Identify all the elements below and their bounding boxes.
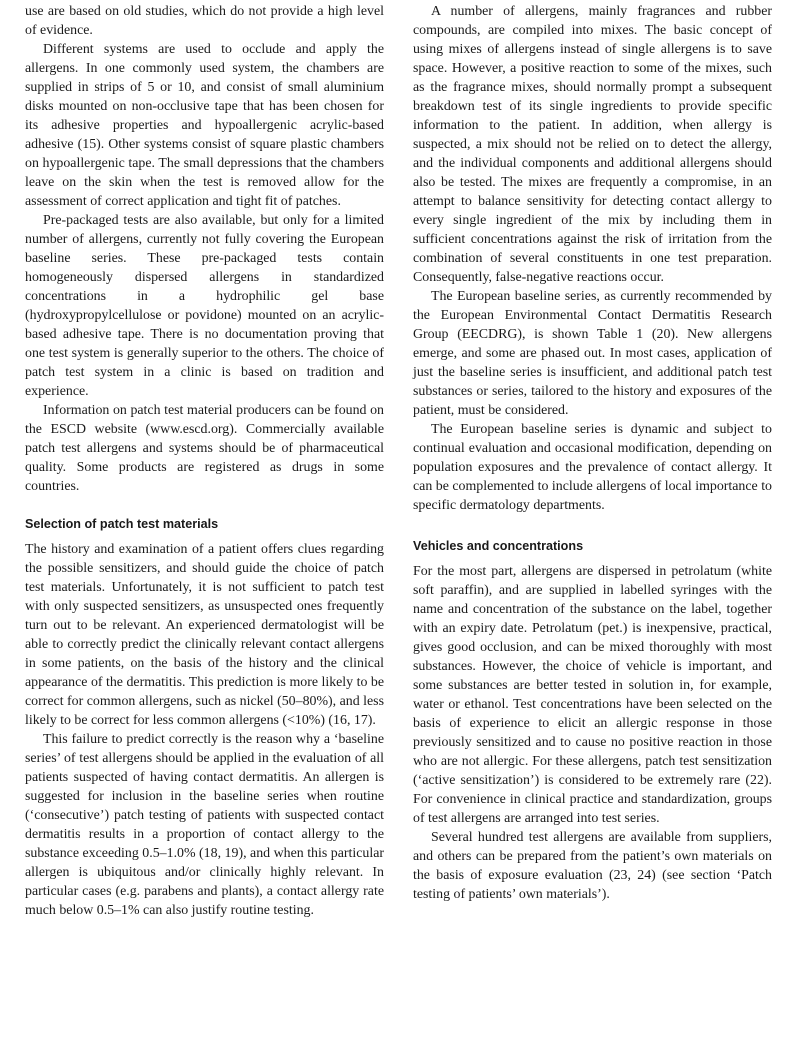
left-column xyxy=(25,2,384,920)
paragraph-producers-info: Information on patch test material producers can be found on the ESCD website (www.escd.org). Commercially available patch test allergens and systems should be of pharmaceutical quality. Some products are registered as drugs in some countries. xyxy=(25,403,384,494)
paragraph-continued: use are based on old studies, which do not provide a high level of evidence. xyxy=(25,4,384,38)
paragraph-pre-packaged-tests: Pre-packaged tests are also available, but only for a limited number of allergens, currently not fully covering the European baseline series. These pre-packaged tests contain homogeneously dispersed allergens in standardized concentrations in a hydrophilic gel base (hydroxypropylcellulose or povidone) mounted on an acrylic-based adhesive tape. There is no documentation proving that one test system is generally superior to the others. The choice of patch test system in a clinic is based on tradition and experience. xyxy=(25,213,384,399)
paragraph-petrolatum: For the most part, allergens are dispersed in petrolatum (white soft paraffin), and are supplied in labelled syringes with the name and concentration of the substance on the label, together with an expiry date. Petrolatum (pet.) is inexpensive, practical, gives good occlusion, and can be mixed thoroughly with most substances. However, the choice of vehicle is important, and some substances are better tested in solution in, for example, water or ethanol. Test concentrations have been selected on the basis of experience to elicit an allergic response in those previously sensitized and to cause no positive reaction in those who are not allergic. For these allergens, patch test sensitization (‘active sensitization’) is considered to be extremely rare (22). For convenience in clinical practice and standardization, groups of test allergens are arranged into test series. xyxy=(413,564,772,826)
article-page xyxy=(25,2,773,1022)
paragraph-allergen-mixes: A number of allergens, mainly fragrances and rubber compounds, are compiled into mixes. The basic concept of using mixes of allergens instead of single allergens is to save space. However, a positive reaction to some of the mixes, such as the fragrance mixes, should normally prompt a subsequent breakdown test of its single ingredients to provide specific information to the patient. In addition, when allergy is suspected, a mix should not be relied on to detect the allergy, and the individual components and additional allergens should also be tested. The mixes are frequently a compromise, in an attempt to balance sensitivity for detecting contact allergy to every single ingredient of the mix by including them in sufficient concentrations against the risk of irritation from the combination of several constituents in one test preparation. Consequently, false-negative reactions occur. xyxy=(413,4,772,285)
paragraph-baseline-dynamic: The European baseline series is dynamic and subject to continual evaluation and occasional modification, depending on population exposures and the prevalence of contact allergy. It can be complemented to include allergens of local importance to specific dermatology departments. xyxy=(413,422,772,513)
section-heading-selection: Selection of patch test materials xyxy=(25,517,219,531)
paragraph-baseline-series: This failure to predict correctly is the reason why a ‘baseline series’ of test allergens should be applied in the evaluation of all patients suspected of having contact dermatitis. An allergen is suggested for inclusion in the baseline series when routine (‘consecutive’) patch testing of patients with suspected contact dermatitis results in a proportion of contact allergy to the substance exceeding 0.5–1.0% (18, 19), and when this particular allergen is ubiquitous and/or clinically highly relevant. In particular cases (e.g. parabens and plants), a contact allergy rate much below 0.5–1% can also justify routine testing. xyxy=(25,732,384,918)
paragraph-european-baseline: The European baseline series, as currently recommended by the European Environmental Contact Dermatitis Research Group (EECDRG), is shown Table 1 (20). New allergens emerge, and some are phased out. In most cases, application of just the baseline series is insufficient, and additional patch test substances or series, tailored to the history and exposures of the patient, must be considered. xyxy=(413,289,772,418)
paragraph-history-examination: The history and examination of a patient offers clues regarding the possible sensitizers, and should guide the choice of patch test materials. Unfortunately, it is not sufficient to patch test with only suspected sensitizers, as unsuspected ones frequently turn out to be relevant. An experienced dermatologist will be able to correctly predict the clinically relevant contact allergens in some patients, on the basis of the history and the clinical appearance of the dermatitis. This prediction is more likely to be correct for common allergens, such as nickel (50–80%), and less likely to be correct for less common allergens (<10%) (16, 17). xyxy=(25,542,384,728)
right-column xyxy=(413,2,772,904)
section-heading-vehicles: Vehicles and concentrations xyxy=(413,539,584,553)
paragraph-occlusion-systems: Different systems are used to occlude and apply the allergens. In one commonly used system, the chambers are supplied in strips of 5 or 10, and consist of small aluminium disks mounted on non-occlusive tape that has been chosen for its adhesive properties and hypoallergenic acrylic-based adhesive (15). Other systems consist of square plastic chambers on hypoallergenic tape. The small depressions that the chambers leave on the skin when the test is removed allow for the assessment of correct application and tight fit of patches. xyxy=(25,42,384,209)
paragraph-test-allergens-available: Several hundred test allergens are available from suppliers, and others can be prepared from the patient’s own materials on the basis of exposure evaluation (23, 24) (see section ‘Patch testing of patients’ own materials’). xyxy=(413,830,772,902)
